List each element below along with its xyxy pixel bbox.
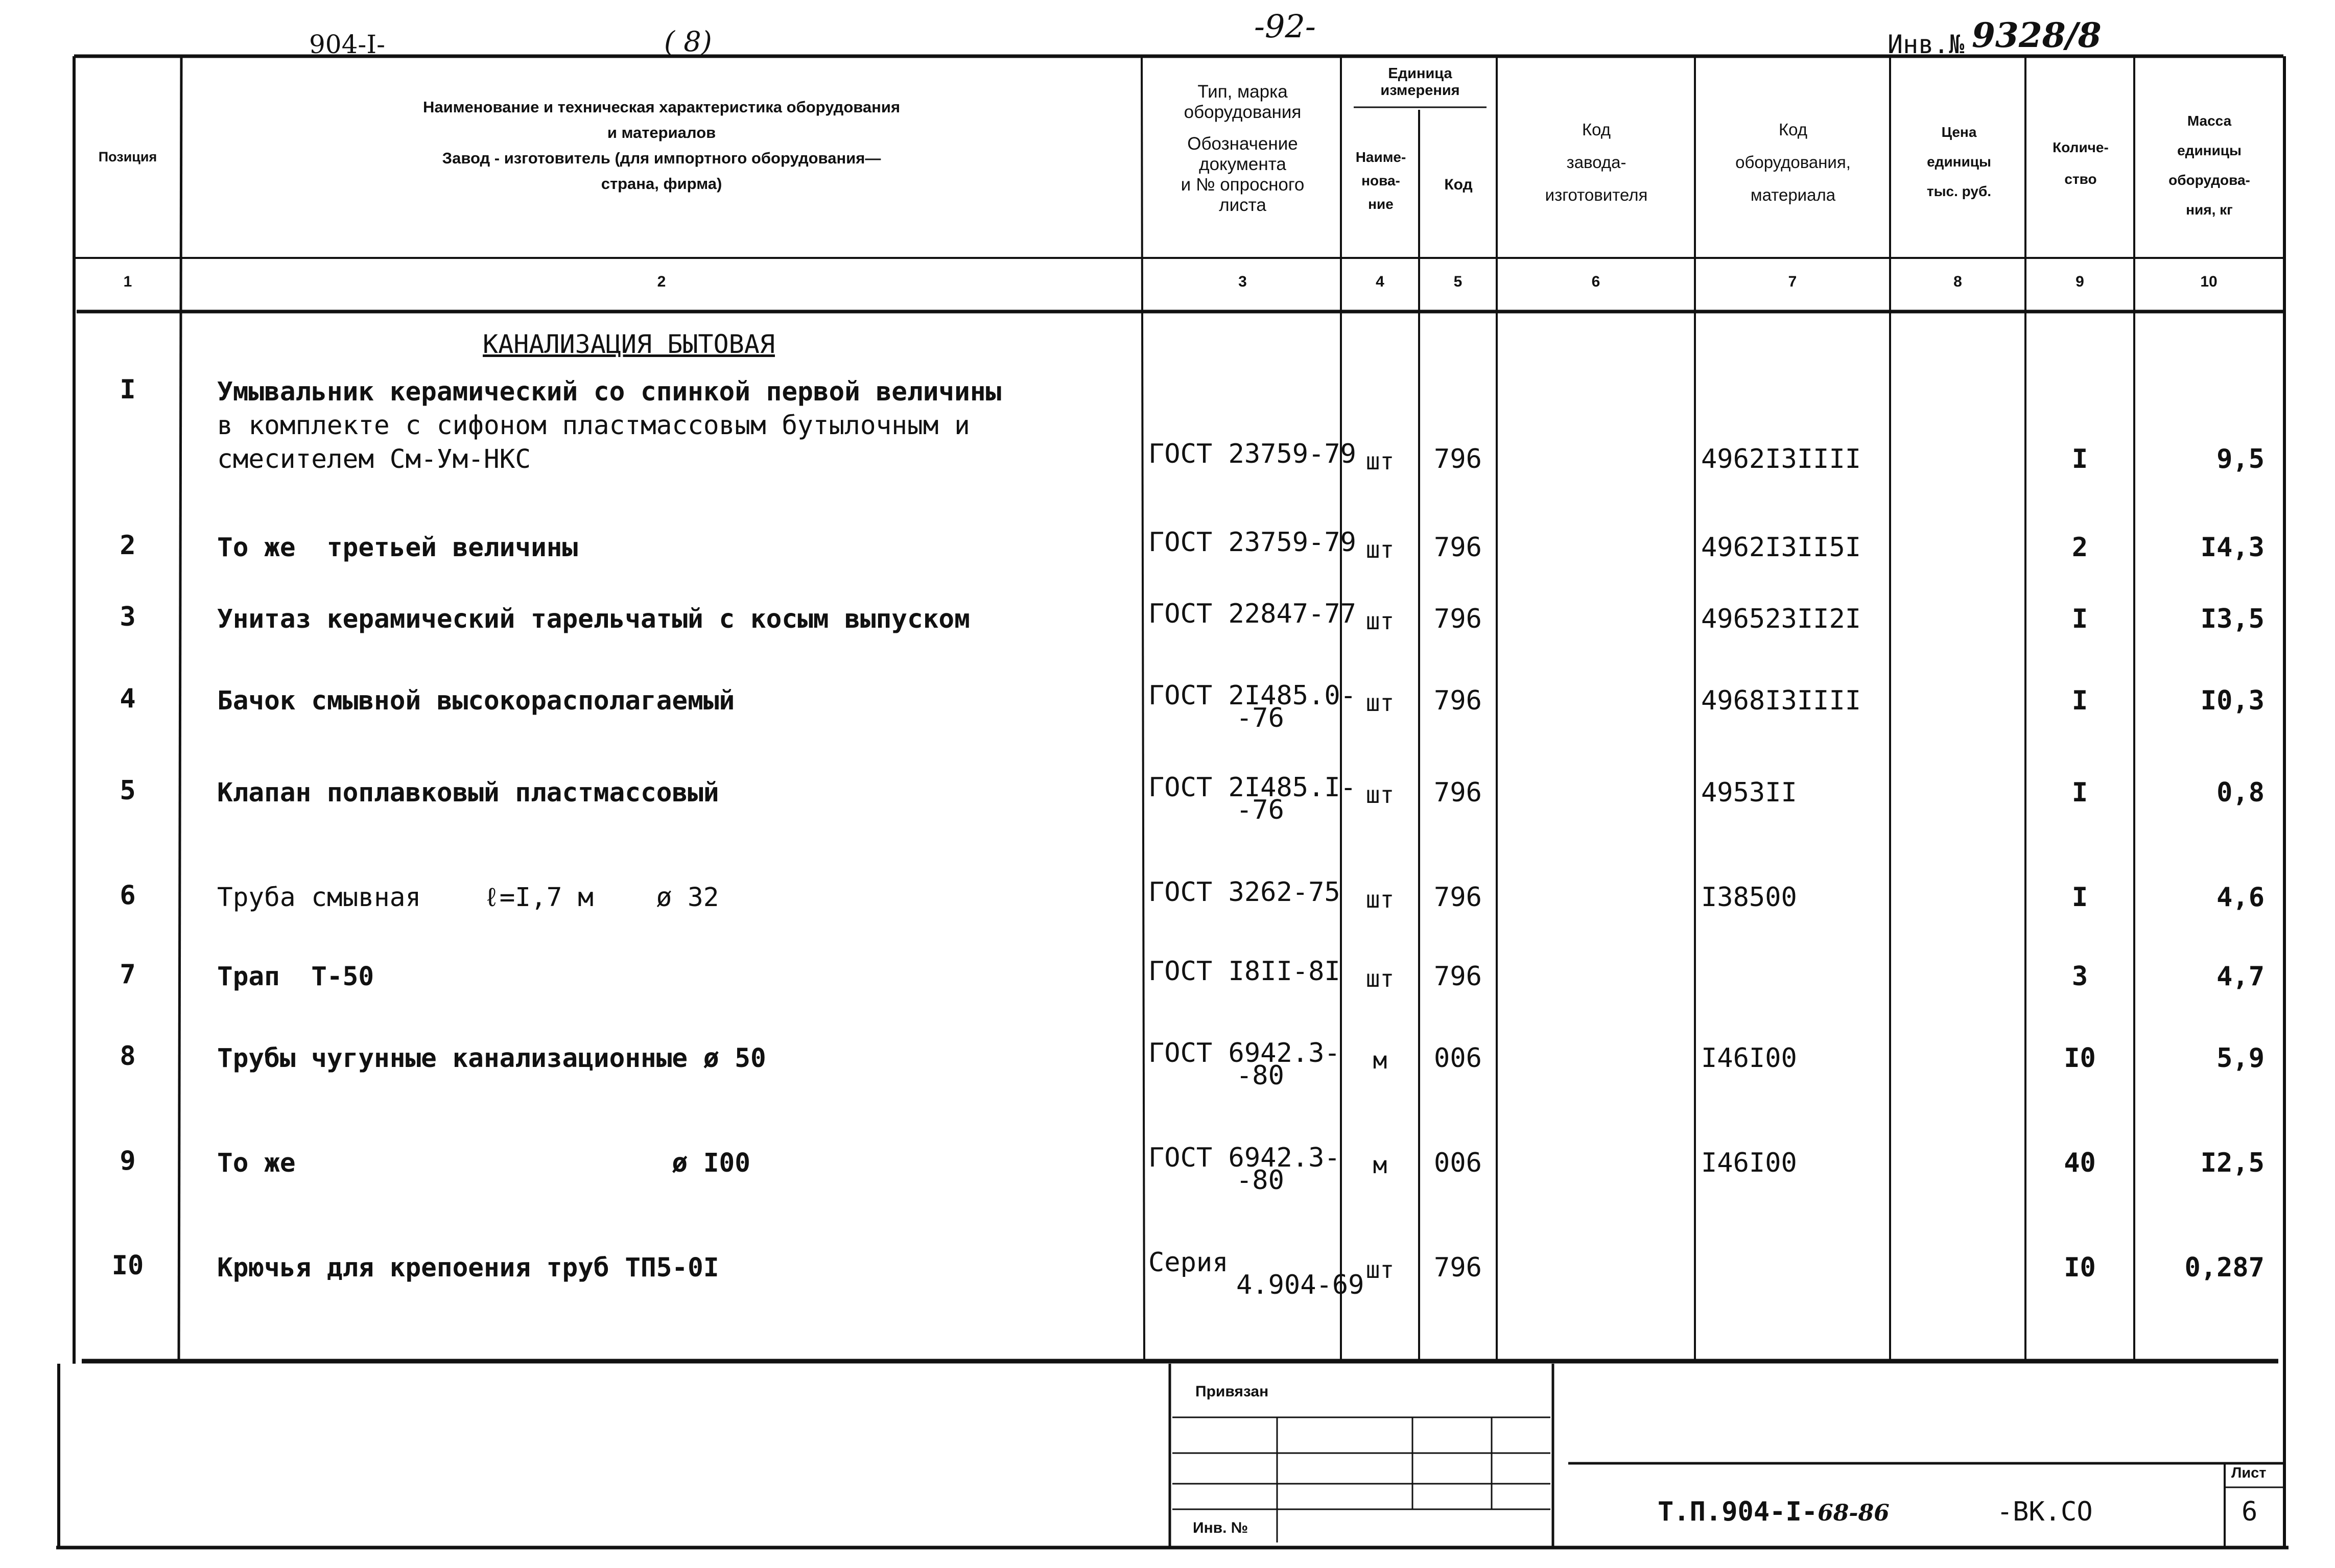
header-unit-name: Наиме- нова- ние <box>1355 149 1406 212</box>
row-name: Умывальник керамический со спинкой первой величины <box>217 377 1002 407</box>
sheet-in-parens: ( 8) <box>664 26 712 58</box>
col-number: 3 <box>1238 273 1247 290</box>
row-mass: 5,9 <box>2216 1043 2265 1074</box>
row-position: 4 <box>120 683 136 714</box>
row-unit-code: 796 <box>1434 604 1482 634</box>
inventory-label: Инв.№ <box>1888 30 1965 59</box>
row-document: -76 <box>1236 795 1284 825</box>
row-name: Труба смывная ℓ=I,7 м ø 32 <box>217 883 719 913</box>
row-quantity: I <box>2071 444 2088 474</box>
row-mass: 4,6 <box>2216 882 2265 913</box>
row-unit: шт <box>1365 886 1395 913</box>
row-document: -80 <box>1236 1165 1284 1196</box>
row-position: 8 <box>120 1041 136 1072</box>
row-equipment-code: 4962I3IIII <box>1701 444 1861 474</box>
col-number: 5 <box>1453 273 1463 290</box>
row-unit: м <box>1373 1151 1387 1179</box>
row-name: в комплекте с сифоном пластмассовым бутылочным и <box>217 411 970 441</box>
drawing-code: Т.П.904-I-68-86 -ВК.СО <box>1658 1496 2093 1527</box>
row-unit: шт <box>1365 689 1395 717</box>
row-unit-code: 796 <box>1434 777 1482 808</box>
col-number: 4 <box>1376 273 1384 290</box>
row-mass: I3,5 <box>2200 604 2265 634</box>
row-equipment-code: 4953II <box>1701 777 1797 808</box>
row-name: То же третьей величины <box>217 533 578 563</box>
row-unit: шт <box>1365 781 1395 809</box>
row-unit: шт <box>1365 536 1395 563</box>
row-mass: 9,5 <box>2216 444 2265 474</box>
row-mass: I0,3 <box>2200 685 2265 716</box>
row-document: ГОСТ 23759-79 <box>1148 527 1356 558</box>
row-unit: м <box>1373 1047 1387 1074</box>
header-name: Наименование и техническая характеристика оборудования и материалов Завод - изготовитель (для импортного оборудования— страна, фирма) <box>422 98 901 193</box>
inventory-number: 9328/8 <box>1972 15 2102 55</box>
row-document: ГОСТ I8II-8I <box>1148 956 1340 987</box>
row-position: 5 <box>120 775 136 806</box>
row-equipment-code: 4968I3IIII <box>1701 685 1861 716</box>
row-document: Серия <box>1148 1247 1229 1278</box>
series-ref: 904-I- <box>309 30 385 59</box>
stamp-privyazan: Привязан <box>1195 1383 1269 1400</box>
row-name: Трап Т-50 <box>217 962 374 992</box>
col-number: 9 <box>2075 273 2084 290</box>
row-position: 6 <box>120 880 136 911</box>
row-unit: шт <box>1365 965 1395 992</box>
col-number: 2 <box>657 273 666 290</box>
row-unit-code: 796 <box>1434 685 1482 716</box>
row-name: Унитаз керамический тарельчатый с косым выпуском <box>217 604 970 634</box>
row-unit: шт <box>1365 1256 1395 1284</box>
row-document: ГОСТ 6942.3- <box>1148 1038 1340 1068</box>
row-quantity: I <box>2071 604 2088 634</box>
row-mass: 0,8 <box>2216 777 2265 808</box>
row-unit: шт <box>1365 447 1395 475</box>
row-document: ГОСТ 23759-79 <box>1148 439 1356 469</box>
row-document: ГОСТ 2I485.I- <box>1148 772 1356 803</box>
row-document: ГОСТ 6942.3- <box>1148 1143 1340 1173</box>
header-price: Цена единицы тыс. руб. <box>1926 124 1992 199</box>
row-name: смесителем См-Ум-НКС <box>217 444 531 474</box>
row-position: 9 <box>120 1146 136 1176</box>
col-number: 10 <box>2200 273 2218 290</box>
row-document: ГОСТ 3262-75 <box>1148 877 1340 908</box>
row-quantity: 40 <box>2064 1148 2096 1178</box>
row-equipment-code: 4962I3II5I <box>1701 532 1861 563</box>
row-quantity: I <box>2071 882 2088 913</box>
header-position: Позиция <box>98 149 157 164</box>
row-unit-code: 006 <box>1434 1043 1482 1074</box>
row-name: Трубы чугунные канализационные ø 50 <box>217 1043 766 1074</box>
header-maker-code: Код завода- изготовителя <box>1545 120 1648 204</box>
row-equipment-code: 496523II2I <box>1701 604 1861 634</box>
row-name: То же ø I00 <box>217 1148 750 1178</box>
row-mass: 4,7 <box>2216 961 2265 992</box>
section-title: КАНАЛИЗАЦИЯ БЫТОВАЯ <box>483 329 775 359</box>
row-name: Клапан поплавковый пластмассовый <box>217 778 719 808</box>
row-unit-code: 796 <box>1434 1252 1482 1283</box>
row-name: Бачок смывной высокорасполагаемый <box>217 686 735 716</box>
header-quantity: Количе- ство <box>2053 139 2109 187</box>
header-mass: Масса единицы оборудова- ния, кг <box>2168 113 2250 218</box>
row-unit-code: 006 <box>1434 1148 1482 1178</box>
row-equipment-code: I46I00 <box>1701 1148 1797 1178</box>
row-unit: шт <box>1365 607 1395 635</box>
col-number: 8 <box>1953 273 1962 290</box>
row-quantity: 2 <box>2071 532 2088 563</box>
row-position: 2 <box>120 530 136 561</box>
row-document: ГОСТ 22847-77 <box>1148 599 1356 629</box>
col-number: 7 <box>1788 273 1797 290</box>
row-mass: 0,287 <box>2184 1252 2265 1283</box>
row-mass: I2,5 <box>2200 1148 2265 1178</box>
row-mass: I4,3 <box>2200 532 2265 563</box>
row-quantity: I0 <box>2064 1043 2096 1074</box>
row-document: ГОСТ 2I485.0- <box>1148 680 1356 711</box>
row-quantity: I <box>2071 685 2088 716</box>
row-unit-code: 796 <box>1434 882 1482 913</box>
row-position: I <box>120 374 136 405</box>
row-position: 3 <box>120 602 136 632</box>
header-type: Тип, марка оборудования Обозначение документа и № опросного листа <box>1181 82 1305 215</box>
row-quantity: I <box>2071 777 2088 808</box>
row-equipment-code: I38500 <box>1701 882 1797 913</box>
row-name: Крючья для крепоения труб ТП5-0I <box>217 1253 719 1283</box>
col-number: 1 <box>123 273 132 290</box>
row-unit-code: 796 <box>1434 532 1482 563</box>
row-unit-code: 796 <box>1434 961 1482 992</box>
header-unit-code: Код <box>1444 176 1473 193</box>
sheet-value: 6 <box>2242 1496 2258 1527</box>
header-unit-group: Единица измерения <box>1380 65 1460 99</box>
stamp-inv-no: Инв. № <box>1193 1519 1248 1536</box>
header-equipment-code: Код оборудования, материала <box>1735 120 1851 204</box>
row-quantity: I0 <box>2064 1252 2096 1283</box>
row-document: 4.904-69 <box>1236 1270 1364 1300</box>
row-quantity: 3 <box>2071 961 2088 992</box>
row-document: -80 <box>1236 1060 1284 1091</box>
page-number: -92- <box>1254 8 1316 45</box>
row-unit-code: 796 <box>1434 444 1482 474</box>
sheet-label: Лист <box>2231 1465 2267 1481</box>
row-position: 7 <box>120 959 136 990</box>
row-equipment-code: I46I00 <box>1701 1043 1797 1074</box>
row-position: I0 <box>111 1250 144 1281</box>
row-document: -76 <box>1236 703 1284 733</box>
col-number: 6 <box>1591 273 1600 290</box>
